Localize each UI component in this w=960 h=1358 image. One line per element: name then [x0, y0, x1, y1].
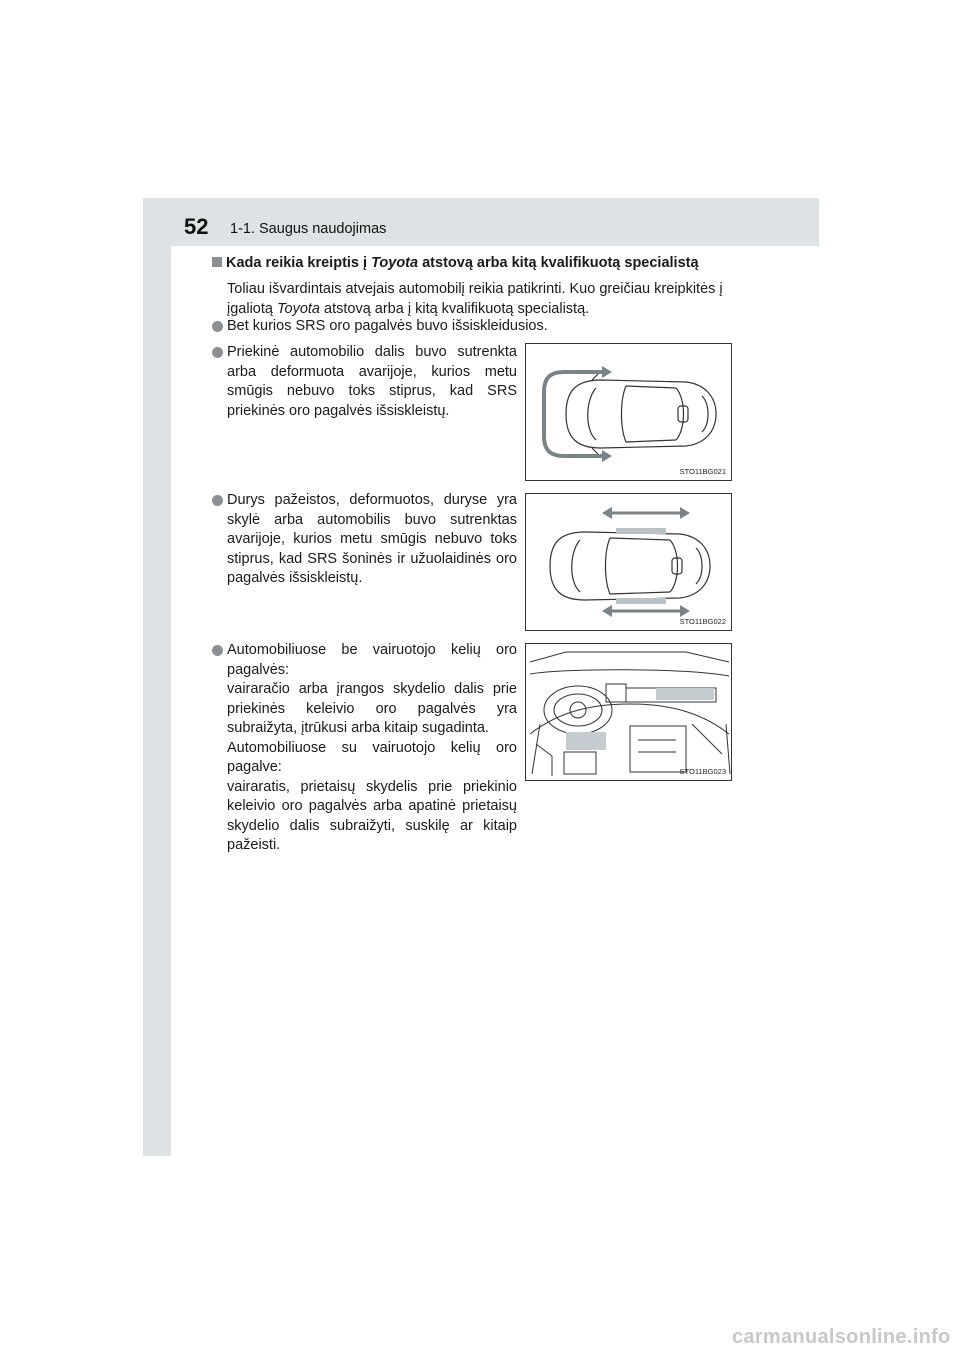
figure-code: STO11BG023	[679, 767, 726, 776]
bullet-dot-icon	[212, 321, 223, 332]
bullet-item	[212, 641, 517, 856]
heading-square-icon	[212, 257, 222, 267]
bullet-text: Automobiliuose be vairuotojo kelių oro pagalvės: vairaračio arba įrangos skydelio dalis prie priekinės keleivio oro pagalvės yra subraižyta, įtrūkusi arba kitaip sugadinta. Automobiliuose su vairuotojo kelių oro pagalve: vairaratis, prietaisų skydelis prie priekinio keleivio oro pagalvės arba apatinė prietaisų skydelio dalis subraižyti, suskilę ar kitaip pažeisti.	[227, 642, 517, 853]
bullet-item	[212, 343, 517, 421]
bullet-dot-icon	[212, 347, 223, 358]
intro-line-2-start: įgaliotą	[227, 301, 277, 317]
page-number: 52	[184, 214, 209, 239]
bullet-dot-icon	[212, 495, 223, 506]
figure-code: STO11BG022	[679, 617, 726, 626]
intro-brand: Toyota	[276, 301, 320, 317]
car-top-view-front-illustration	[526, 344, 733, 482]
watermark	[732, 1326, 951, 1349]
dashboard-illustration	[526, 644, 733, 782]
bullet-dot-icon	[212, 645, 223, 656]
intro-paragraph	[227, 279, 752, 319]
heading-brand: Toyota	[371, 255, 419, 271]
bullet-text: Bet kurios SRS oro pagalvės buvo išsiskleidusios.	[227, 318, 548, 334]
watermark-main: carmanualsonline	[732, 1326, 907, 1348]
heading-text-end: atstovą arba kitą kvalifikuotą specialistą	[418, 255, 699, 271]
bullet-text: Priekinė automobilio dalis buvo sutrenkta arba deformuota avarijoje, kurios metu smūgis nebuvo toks stiprus, kad SRS priekinės oro pagalvės išsiskleistų.	[227, 344, 517, 419]
figure-side-impact	[525, 493, 732, 631]
intro-line-2-end: atstovą arba į kitą kvalifikuotą specialistą.	[319, 301, 590, 317]
bullet-text: Durys pažeistos, deformuotos, duryse yra skylė arba automobilis buvo sutrenktas avarijoje, kurios metu smūgis nebuvo toks stiprus, kad SRS šoninės ir užuolaidinės oro pagalvės išsiskleistų.	[227, 492, 517, 586]
figure-dashboard	[525, 643, 732, 781]
section-heading	[212, 255, 699, 271]
watermark-suffix: .info	[906, 1326, 951, 1348]
intro-line-1: Toliau išvardintais atvejais automobilį reikia patikrinti. Kuo greičiau kreipkitės į	[227, 281, 723, 297]
side-margin-band	[143, 198, 171, 1156]
section-title: 1-1. Saugus naudojimas	[230, 221, 387, 237]
heading-text-start: Kada reikia kreiptis į	[226, 255, 372, 271]
figure-front-impact	[525, 343, 732, 481]
bullet-item	[212, 317, 772, 337]
bullet-item	[212, 491, 517, 589]
car-top-view-side-illustration	[526, 494, 733, 632]
figure-code: STO11BG021	[679, 467, 726, 476]
